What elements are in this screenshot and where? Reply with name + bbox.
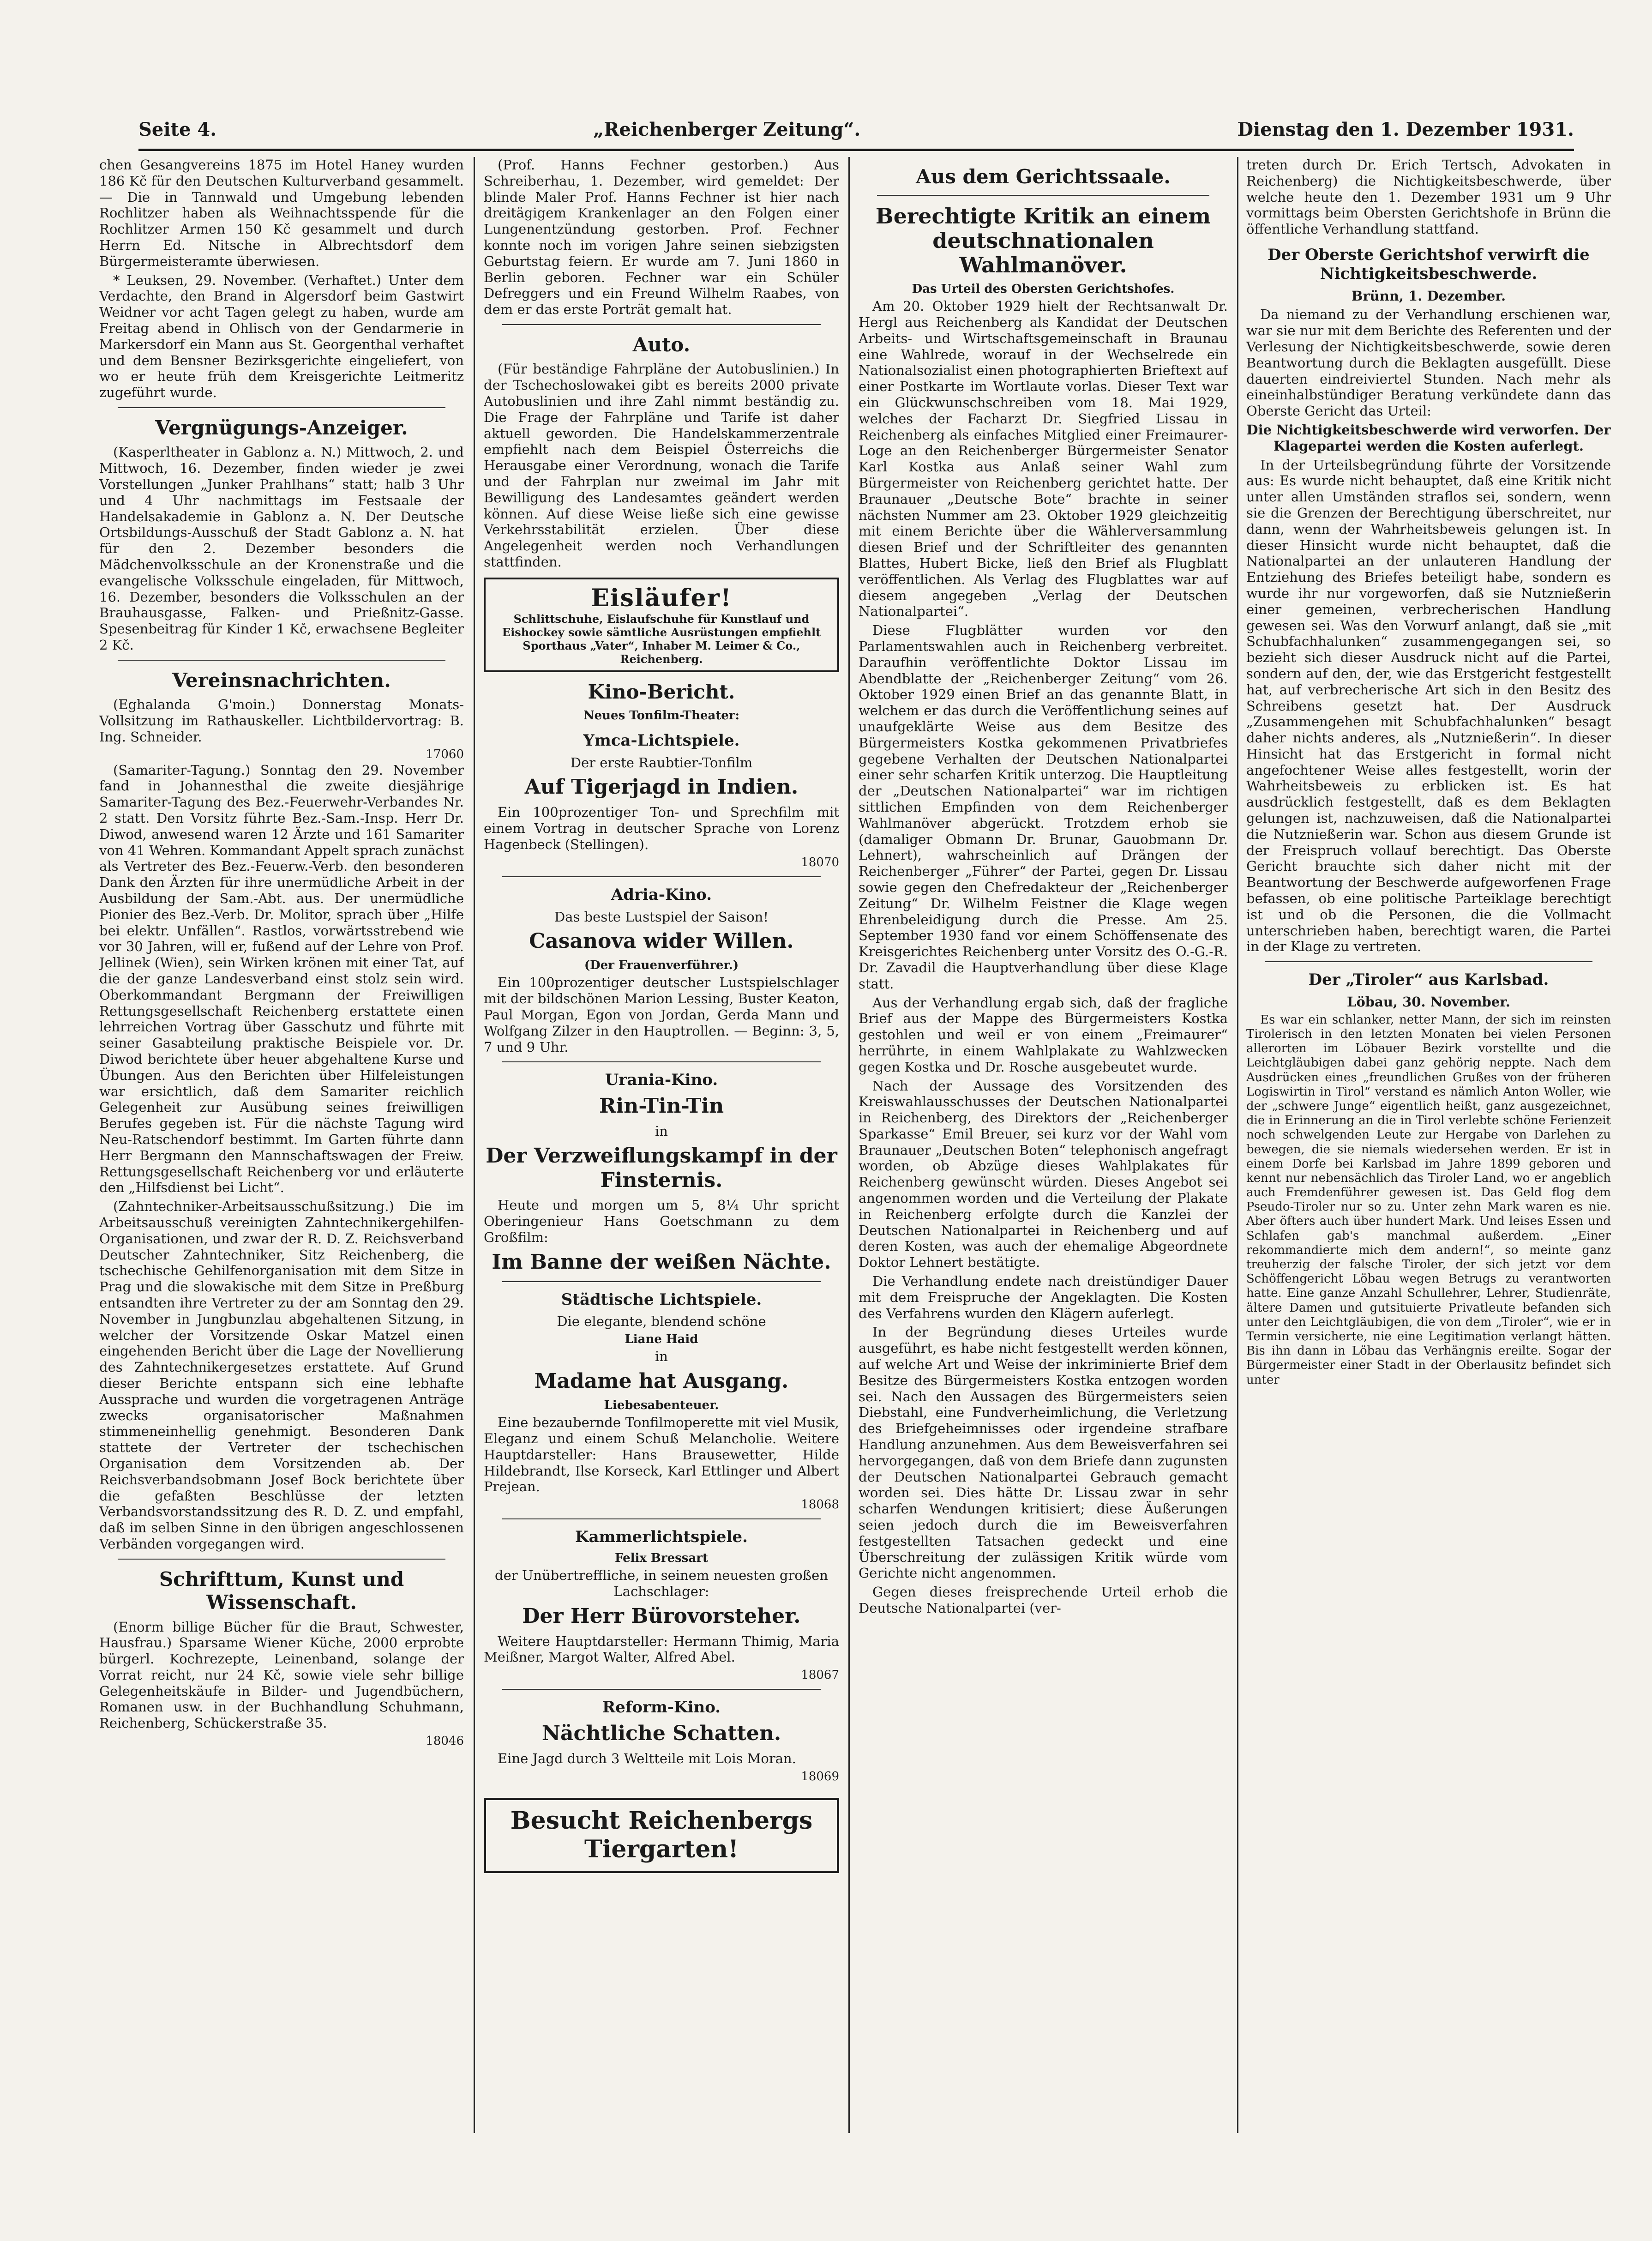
- film-star: Liane Haid: [625, 1332, 698, 1347]
- article-subheadline: Das Urteil des Obersten Gerichtshofes.: [912, 282, 1175, 296]
- cinema-line: in: [655, 1349, 668, 1365]
- section-heading: Der „Tiroler“ aus Karlsbad.: [1308, 970, 1549, 989]
- page-number: Seite 4.: [138, 118, 217, 140]
- article-text: chen Gesangvereins 1875 im Hotel Haney wurden 186 Kč für den Deutschen Kulturverband gesammelt. — Die in Tannwald und Umgebung lebenden Rochlitzer haben als Weihnachtsspende für die Rochlitzer Armen 150 Kč gesammelt und durch Herrn Ed. Nitsche in Albrechtsdorf dem Bürgermeisteramte überwiesen.: [99, 157, 464, 269]
- cinema-name: Kammerlichtspiele.: [575, 1528, 748, 1547]
- cinema-line: Das beste Lustspiel der Saison!: [554, 909, 769, 925]
- column-4: [1246, 157, 1611, 2133]
- cinema-line: Die elegante, blendend schöne: [557, 1313, 766, 1330]
- article-text: (Prof. Hanns Fechner gestorben.) Aus Schreiberhau, 1. Dezember, wird gemeldet: Der blinde Maler Prof. Hanns Fechner ist hier nach dreitägigem Krankenlager an den Folgen einer Lungenentzündung gestorben. Prof. Fechner konnte noch im vorigen Jahre seinen siebzigsten Geburtstag feiern. Er wurde am 7. Juni 1860 in Berlin geboren. Fechner war ein Schüler Defreggers und ein Freund Wilhelm Raabes, von dem er das erste Porträt gemalt hat.: [484, 157, 839, 318]
- film-subtitle: (Der Frauenverführer.): [584, 958, 739, 973]
- section-rule: [877, 195, 1209, 196]
- cinema-text: Heute und morgen um 5, 8¼ Uhr spricht Oberingenieur Hans Goetschmann zu dem Großfilm:: [484, 1197, 839, 1245]
- section-rule: [502, 324, 821, 325]
- article-text: (Enorm billige Bücher für die Braut, Schwester, Hausfrau.) Sparsame Wiener Küche, 2000 erprobte bürgerl. Kochrezepte, Leinenband, solange der Vorrat reicht, nur 24 Kč, sowie viele sehr billige Gelegenheitskäufe in Bilder- und Jugendbüchern, Romanen usw. in der Buchhandlung Schuhmann, Reichenberg, Schückerstraße 35.: [99, 1619, 464, 1731]
- film-title: Madame hat Ausgang.: [534, 1369, 789, 1393]
- newspaper-title: „Reichenberger Zeitung“.: [593, 118, 861, 140]
- article-text: Nach der Aussage des Vorsitzenden des Kreiswahlausschusses der Deutschen Nationalpartei in Reichenberg, des Direktors der „Reichenberger Sparkasse“ Emil Breuer, sei kurz vor der Wahl vom Braunauer „Deutschen Boten“ telephonisch angefragt worden, ob Abzüge dieses Wahlplakates für Reichenberg gewünscht würden. Dieses Angebot sei angenommen worden und die Verteilung der Plakate in Reichenberg erfolgte durch die Kanzlei der Deutschen Nationalpartei in Reichenberg und auf deren Kosten, was auch der ehemalige Abgeordnete Doktor Lehnert bestätigte.: [859, 1078, 1228, 1271]
- film-title: Der Herr Bürovorsteher.: [522, 1604, 801, 1628]
- section-rule: [118, 1559, 445, 1560]
- film-title: Nächtliche Schatten.: [541, 1722, 781, 1746]
- column-divider: [848, 157, 850, 2133]
- article-headline: Berechtigte Kritik an einem deutschnationalen Wahlmanöver.: [875, 204, 1211, 278]
- section-heading: Schrifttum, Kunst und Wissenschaft.: [159, 1567, 404, 1614]
- section-rule: [502, 1061, 821, 1062]
- section-heading: Der Oberste Gerichtshof verwirft die Nichtigkeitsbeschwerde.: [1268, 245, 1590, 283]
- column-3: [859, 157, 1228, 2133]
- ad-shop: Sporthaus „Vater“, Inhaber M. Leimer & Co., Reichenberg.: [523, 639, 800, 666]
- page-header: [138, 115, 1574, 143]
- column-divider: [1237, 157, 1238, 2133]
- cinema-name: Urania-Kino.: [605, 1071, 718, 1090]
- section-rule: [118, 407, 445, 408]
- cinema-line: der Unübertreffliche, in seinem neuesten großen Lachschlager:: [495, 1567, 828, 1600]
- section-rule: [118, 660, 445, 661]
- section-heading: Auto.: [632, 333, 691, 356]
- cinema-text: Eine Jagd durch 3 Weltteile mit Lois Moran.: [498, 1751, 796, 1767]
- film-title: Im Banne der weißen Nächte.: [492, 1250, 831, 1274]
- article-text: Gegen dieses freisprechende Urteil erhob die Deutsche Nationalpartei (ver-: [859, 1584, 1228, 1616]
- cinema-line: in: [655, 1123, 668, 1139]
- film-title: Auf Tigerjagd in Indien.: [524, 775, 799, 799]
- article-text: (Samariter-Tagung.) Sonntag den 29. November fand in Johannesthal die zweite diesjährige Samariter-Tagung des Bez.-Feuerwehr-Verbandes Nr. 2 statt. Den Vorsitz führte Bez.-Sam.-Insp. Herr Dr. Diwod, anwesend waren 12 Ärzte und 161 Samariter von 41 Wehren. Kommandant Appelt sprach zunächst als Vertreter des Bez.-Feuerw.-Verb. den besonderen Dank den Ärzten für ihre unermüdliche Arbeit in der Ausbildung der Sam.-Abt. aus. Der unermüdliche Pionier des Bez.-Verb. Dr. Molitor, sprach über „Hilfe bei elektr. Unfällen“. Rastlos, vorwärtsstrebend wie vor 30 Jahren, will er, fußend auf der Lehre von Prof. Jellinek (Wien), sein Wirken krönen mit einer Tat, auf die der ganze Landesverband einst stolz sein wird. Oberkommandant Bergmann der Freiwilligen Rettungsgesellschaft Reichenberg erstattete einen lehrreichen Vortrag über Gasschutz und führte mit seiner Gasabteilung praktische Beispiele vor. Dr. Diwod berichtete über heuer abgehaltene Kurse und Übungen. Aus den Berichten über Hilfeleistungen war ersichtlich, daß dem Samariter reichlich Gelegenheit zur Ausübung seines freiwilligen Berufes gegeben ist. Für die nächste Tagung wird Neu-Ratschendorf bestimmt. Im Garten führte dann Herr Bergmann den Mannschaftswagen der Freiw. Rettungsgesellschaft Reichenberg vor und erläuterte den „Hilfsdienst bei Licht“.: [99, 762, 464, 1196]
- dateline: Löbau, 30. November.: [1347, 994, 1510, 1010]
- film-title: Der Verzweiflungskampf in der Finsternis.: [486, 1144, 837, 1192]
- section-heading: Vergnügungs-Anzeiger.: [155, 416, 408, 439]
- article-text: Da niemand zu der Verhandlung erschienen war, war sie nur mit dem Berichte des Referenten und der Verlesung der Nichtigkeitsbeschwerde, sowie deren Beantwortung durch die Beklagten ausgefüllt. Diese dauerten eindreiviertel Stunden. Nach mehr als eineinhalbstündiger Beratung verkündete dann das Oberste Gericht das Urteil:: [1246, 307, 1611, 419]
- ad-reference-number: 18069: [801, 1769, 839, 1783]
- article-text: (Für beständige Fahrpläne der Autobuslinien.) In der Tschechoslowakei gibt es bereits 2000 private Autobuslinien und ihre Zahl nimmt beständig zu. Die Frage der Fahrpläne und Tarife ist daher aktuell geworden. Die Handelskammerzentrale empfiehlt nach dem Beispiel Österreichs die Herausgabe einer Verordnung, wonach die Tarife und der Fahrplan nur zweimal im Jahr mit Bewilligung des Landesamtes geändert werden können. Auf diese Weise ließe sich eine gewisse Verkehrsstabilität erzielen. Über diese Angelegenheit werden noch Verhandlungen stattfinden.: [484, 361, 839, 570]
- article-text: Diese Flugblätter wurden vor den Parlamentswahlen auch in Reichenberg verbreitet. Daraufhin veröffentlichte Doktor Lissau im Abendblatte der „Reichenberger Zeitung“ vom 26. Oktober 1929 einen Brief an das genannte Blatt, in welchem er das durch die Veröffentlichung seines auf unaufgeklärte Weise aus dem Besitze des Bürgermeisters Kostka gekommenen Privatbriefes gegebene Verhalten der Deutschen Nationalpartei einer sehr scharfen Kritik unterzog. Die Hauptleitung der „Deutschen Nationalpartei“ war im richtigen sittlichen Empfinden von dem Reichenberger Wahlmanöver abgerückt. Trotzdem erhob sie (damaliger Obmann Dr. Brunar, Gauobmann Dr. Lehnert), wahrscheinlich auf Drängen der Reichenberger „Führer“ der Partei, gegen Dr. Lissau sowie gegen den Chefredakteur der „Reichenberger Zeitung“ Dr. Wilhelm Feistner die Klage wegen Ehrenbeleidigung durch die Presse. Am 25. September 1930 fand vor einem Schöffensenate des Kreisgerichtes Reichenberg unter Vorsitz des O.-G.-R. Dr. Zavadil die Hauptverhandlung über diese Klage statt.: [859, 622, 1228, 992]
- ad-text: Schlittschuhe, Eislaufschuhe für Kunstlauf und Eishockey sowie sämtliche Ausrüstungen empfiehlt: [502, 612, 821, 639]
- article-text: Die Verhandlung endete nach dreistündiger Dauer mit dem Freispruche der Angeklagten. Die Kosten des Verfahrens wurden den Klägern auferlegt.: [859, 1273, 1228, 1321]
- section-rule: [502, 1689, 821, 1690]
- section-heading: Kino-Bericht.: [588, 681, 735, 704]
- film-title: Casanova wider Willen.: [529, 929, 794, 953]
- column-2: [484, 157, 839, 2133]
- cinema-name: Adria-Kino.: [611, 885, 712, 904]
- film-title: Rin-Tin-Tin: [599, 1094, 724, 1118]
- section-rule: [502, 876, 821, 877]
- ad-reference-number: 17060: [426, 747, 464, 762]
- cinema-text: Eine bezaubernde Tonfilmoperette mit viel Musik, Eleganz und einem Schuß Melancholie. Weitere Hauptdarsteller: Hans Brausewetter, Hilde Hildebrandt, Ilse Korseck, Karl Ettlinger und Albert Prejean.: [484, 1415, 839, 1495]
- article-text: Es war ein schlanker, netter Mann, der sich im reinsten Tirolerisch in den letzten Monaten bei vielen Personen allerorten im Löbauer Bezirk vorstellte und die Leichtgläubigen dabei ganz gehörig neppte. Nach dem Ausdrücken eines „freundlichen Grußes von der früheren Logiswirtin in Tirol“ verstand es nämlich Anton Woller, wie der „schwere Junge“ eigentlich heißt, ganz ausgezeichnet, die in Erinnerung an die in Tirol verlebte schöne Ferienzeit noch schwelgenden Leute zur Hergabe von Darlehen zu bewegen, die sie niemals wiedersehen werden. Er ist in einem Dorfe bei Karlsbad im Jahre 1899 geboren und kennt nur nebensächlich das Tiroler Land, wo er angeblich auch Fremdenführer gewesen ist. Das Geld flog dem Pseudo-Tiroler nur so zu. Unter zehn Mark waren es nie. Aber öfters auch über hundert Mark. Und leises Essen und Schlafen gab's manchmal außerdem. „Einer rekommandierte mich dem andern!“, so meinte ganz treuherzig der falsche Tiroler, der sich jetzt vor dem Schöffengericht Löbau wegen Betrugs zu verantworten hatte. Eine ganze Anzahl Schullehrer, Lehrer, Studienräte, ältere Damen und gutsituierte Privatleute befanden sich unter den Leichtgläubigen, die von dem „Tiroler“, wie er in Termin versicherte, nie eine Legitimation verlangt hätten. Bis ihn dann in Löbau das Verhängnis ereilte. Sogar der Bürgermeister einer Stadt in der Oberlausitz befindet sich unter: [1246, 1012, 1611, 1387]
- zoo-banner-ad: Besucht Reichenbergs Tiergarten!: [484, 1798, 839, 1873]
- article-text: * Leuksen, 29. November. (Verhaftet.) Unter dem Verdachte, den Brand in Algersdorf beim Gastwirt Weidner vor acht Tagen gelegt zu haben, wurde am Freitag abend in Ohlisch von der Gendarmerie in Markersdorf ein Mann aus St. Georgenthal verhaftet und dem Bensner Bezirksgerichte eingeliefert, von wo er heute früh dem Kreisgerichte Leitmeritz zugeführt wurde.: [99, 272, 464, 401]
- ad-reference-number: 18046: [426, 1734, 464, 1748]
- issue-date: Dienstag den 1. Dezember 1931.: [1237, 118, 1574, 140]
- section-rule: [1265, 961, 1592, 962]
- article-text: treten durch Dr. Erich Tertsch, Advokaten in Reichenberg) die Nichtigkeitsbeschwerde, über welche heute den 1. Dezember 1931 um 9 Uhr vormittags beim Obersten Gerichtshofe in Brünn die öffentliche Verhandlung stattfand.: [1246, 157, 1611, 237]
- cinema-name: Ymca-Lichtspiele.: [583, 731, 740, 750]
- article-text: (Kasperltheater in Gablonz a. N.) Mittwoch, 2. und Mittwoch, 16. Dezember, finden wieder je zwei Vorstellungen „Junker Prahlhans“ statt; halb 3 Uhr und 4 Uhr nachmittags im Festsaale der Handelsakademie in Gablonz a. N. Der Deutsche Ortsbildungs-Ausschuß der Stadt Gablonz a. N. hat für den 2. Dezember besonders die Mädchenvolksschule an der Kronenstraße und die evangelische Volksschule eingeladen, für Mittwoch, 16. Dezember, besonders die Volksschulen an der Brauhausgasse, Falken- und Prießnitz-Gasse. Spesenbeitrag für Kinder 1 Kč, erwachsene Begleiter 2 Kč.: [99, 444, 464, 653]
- cinema-name: Städtische Lichtspiele.: [561, 1290, 762, 1309]
- cinema-text: Ein 100prozentiger Ton- und Sprechfilm mit einem Vortrag in deutscher Sprache von Lorenz Hagenbeck (Stellingen).: [484, 804, 839, 852]
- article-text: (Zahntechniker-Arbeitsausschußsitzung.) Die im Arbeitsausschuß vereinigten Zahntechnikergehilfen-Organisationen, und zwar der R. D. Z. Reichsverband Deutscher Zahntechniker, Sitz Reichenberg, die tschechische Gehilfenorganisation mit dem Sitze in Prag und die slowakische mit dem Sitze in Preßburg entsandten ihre Vertreter zu der am Sonntag den 29. November in Jungbunzlau abgehaltenen Sitzung, in welcher der Vorsitzende Oskar Matzel einen eingehenden Bericht über die Lage der Novellierung des Zahntechnikergesetzes erstattete. Auf Grund dieser Berichte entspann sich eine lebhafte Aussprache und wurden die vorgetragenen Anträge zwecks organisatorischer Maßnahmen stimmeneinhellig genehmigt. Besonderen Dank stattete der Vertreter der tschechischen Organisation dem Vorsitzenden ab. Der Reichsverbandsobmann Josef Bock berichtete über die gefaßten Beschlüsse der letzten Verbandsvorstandssitzung des R. D. Z. und empfahl, daß im selben Sinne in den übrigen angeschlossenen Verbänden vorgegangen wird.: [99, 1199, 464, 1552]
- cinema-text: Weitere Hauptdarsteller: Hermann Thimig, Maria Meißner, Margot Walter, Alfred Abel.: [484, 1633, 839, 1665]
- header-rule: [138, 149, 1574, 151]
- article-text: Aus der Verhandlung ergab sich, daß der fragliche Brief aus der Mappe des Bürgermeisters Kostka gestohlen und weil er von einem „Freimaurer“ herrührte, in einem Wahlplakate zu Wahlzwecken gegen Kostka und Dr. Rosche ausgebeutet wurde.: [859, 994, 1228, 1075]
- ad-title: Eisläufer!: [591, 584, 732, 612]
- verdict-text: Die Nichtigkeitsbeschwerde wird verworfen. Der Klagepartei werden die Kosten auferlegt.: [1246, 422, 1611, 454]
- film-subtitle: Liebesabenteuer.: [604, 1398, 719, 1412]
- section-heading: Aus dem Gerichtssaale.: [916, 165, 1171, 188]
- ad-reference-number: 18067: [801, 1668, 839, 1682]
- article-text: (Eghalanda G'moin.) Donnerstag Monats-Vollsitzung im Rathauskeller. Lichtbildervortrag: B. Ing. Schneider.: [99, 697, 464, 745]
- advertisement-box: [484, 578, 839, 673]
- section-subheading: Neues Tonfilm-Theater:: [583, 708, 740, 723]
- article-text: Am 20. Oktober 1929 hielt der Rechtsanwalt Dr. Hergl aus Reichenberg als Kandidat der Deutschen Arbeits- und Wirtschaftsgemeinschaft in Braunau eine Wahlrede, worauf in der Wechselrede ein Nationalsozialist einen photographierten Brieftext auf einer Postkarte im Wortlaute vorlas. Dieser Text war ein Glückwunschschreiben vom 18. Mai 1929, welches der Facharzt Dr. Siegfried Lissau in Reichenberg als einfaches Mitglied einer Freimaurer-Loge an den Reichenberger Bürgermeister Senator Karl Kostka aus Anlaß seiner Wahl zum Bürgermeister von Reichenberg gerichtet hatte. Der Braunauer „Deutsche Bote“ brachte in seiner nächsten Nummer am 23. Oktober 1929 gleichzeitig mit einem Berichte über die Wählerversammlung diesen Brief und der Schriftleiter des genannten Blattes, Hubert Bicke, ließ den Brief als Flugblatt veröffentlichen. Als Verlag des Flugblattes war auf diesem angegeben „Verlag der Deutschen Nationalpartei“.: [859, 298, 1228, 620]
- film-star: Felix Bressart: [615, 1551, 708, 1566]
- dateline: Brünn, 1. Dezember.: [1351, 288, 1506, 304]
- column-divider: [474, 157, 475, 2133]
- ad-reference-number: 18070: [801, 855, 839, 869]
- cinema-name: Reform-Kino.: [602, 1698, 721, 1717]
- section-rule: [502, 1281, 821, 1282]
- column-1: [99, 157, 464, 2133]
- section-heading: Vereinsnachrichten.: [172, 669, 391, 692]
- section-rule: [502, 1518, 821, 1519]
- article-text: In der Urteilsbegründung führte der Vorsitzende aus: Es wurde nicht behauptet, daß eine Kritik nicht unter allen Umständen straflos sei, sondern, wenn sie die Grenzen der Berechtigung überschreitet, nur dann, wenn der Wahrheitsbeweis gelungen ist. In dieser Hinsicht wurde nicht behauptet, daß die Nationalpartei an der unlauteren Handlung der Entziehung des Briefes beteiligt habe, sondern es wurde ihr nur vorgeworfen, daß sie Nutznießerin einer gemeinen, verbrecherischen Handlung gewesen sei. Was den Vorwurf anlangt, daß sie „mit Schubfachhalunken“ zusammengegangen sei, so bezieht sich dieser Ausdruck nicht auf die Partei, sondern auf den, der, wie das Erstgericht festgestellt hat, auf verbrecherische Art sich in den Besitz des Schreibens gesetzt hat. Der Ausdruck „Zusammengehen mit Schubfachhalunken“ besagt daher nichts anderes, als „Nutznießerin“. In dieser Hinsicht hat das Erstgericht in formal nicht angefochtener Weise alles festgestellt, worin der Wahrheitsbeweis zu erblicken ist. Es hat ausdrücklich festgestellt, daß es dem Beklagten gelungen ist, nachzuweisen, daß die Nationalpartei die Nutznießerin war. Schon aus diesem Grunde ist der Freispruch vollauf berechtigt. Das Oberste Gericht brauchte sich daher nicht mit der Beantwortung der Beschwerde aufgeworfenen Frage befassen, ob eine politische Parteiklage berechtigt ist und ob die Personen, die die Vollmacht unterschrieben haben, berechtigt waren, die Partei in der Klage zu vertreten.: [1246, 457, 1611, 955]
- cinema-text: Ein 100prozentiger deutscher Lustspielschlager mit der bildschönen Marion Lessing, Buster Keaton, Paul Morgan, Egon von Jordan, Gerda Mann und Wolfgang Zilzer in den Hauptrollen. — Beginn: 3, 5, 7 und 9 Uhr.: [484, 975, 839, 1055]
- cinema-line: Der erste Raubtier-Tonfilm: [570, 754, 753, 771]
- ad-reference-number: 18068: [801, 1498, 839, 1512]
- article-text: In der Begründung dieses Urteiles wurde ausgeführt, es habe nicht festgestellt werden können, auf welche Art und Weise der inkriminierte Brief dem Besitze des Bürgermeisters Kostka entzogen worden sei. Nach den Aussagen des Bürgermeisters seien Diebstahl, eine Fundverheimlichung, die Verletzung des Briefgeheimnisses oder irgendeine strafbare Handlung anzunehmen. Aus dem Beweisverfahren sei hervorgegangen, daß von dem Briefe dann zugunsten der Deutschen Nationalpartei Gebrauch gemacht worden sei. Dies hätte Dr. Lissau zwar in sehr scharfen Wendungen kritisiert; diese Äußerungen seien jedoch durch die im Beweisverfahren festgestellten Tatsachen gedeckt und eine Überschreitung der zulässigen Kritik würde vom Gerichte nicht angenommen.: [859, 1324, 1228, 1581]
